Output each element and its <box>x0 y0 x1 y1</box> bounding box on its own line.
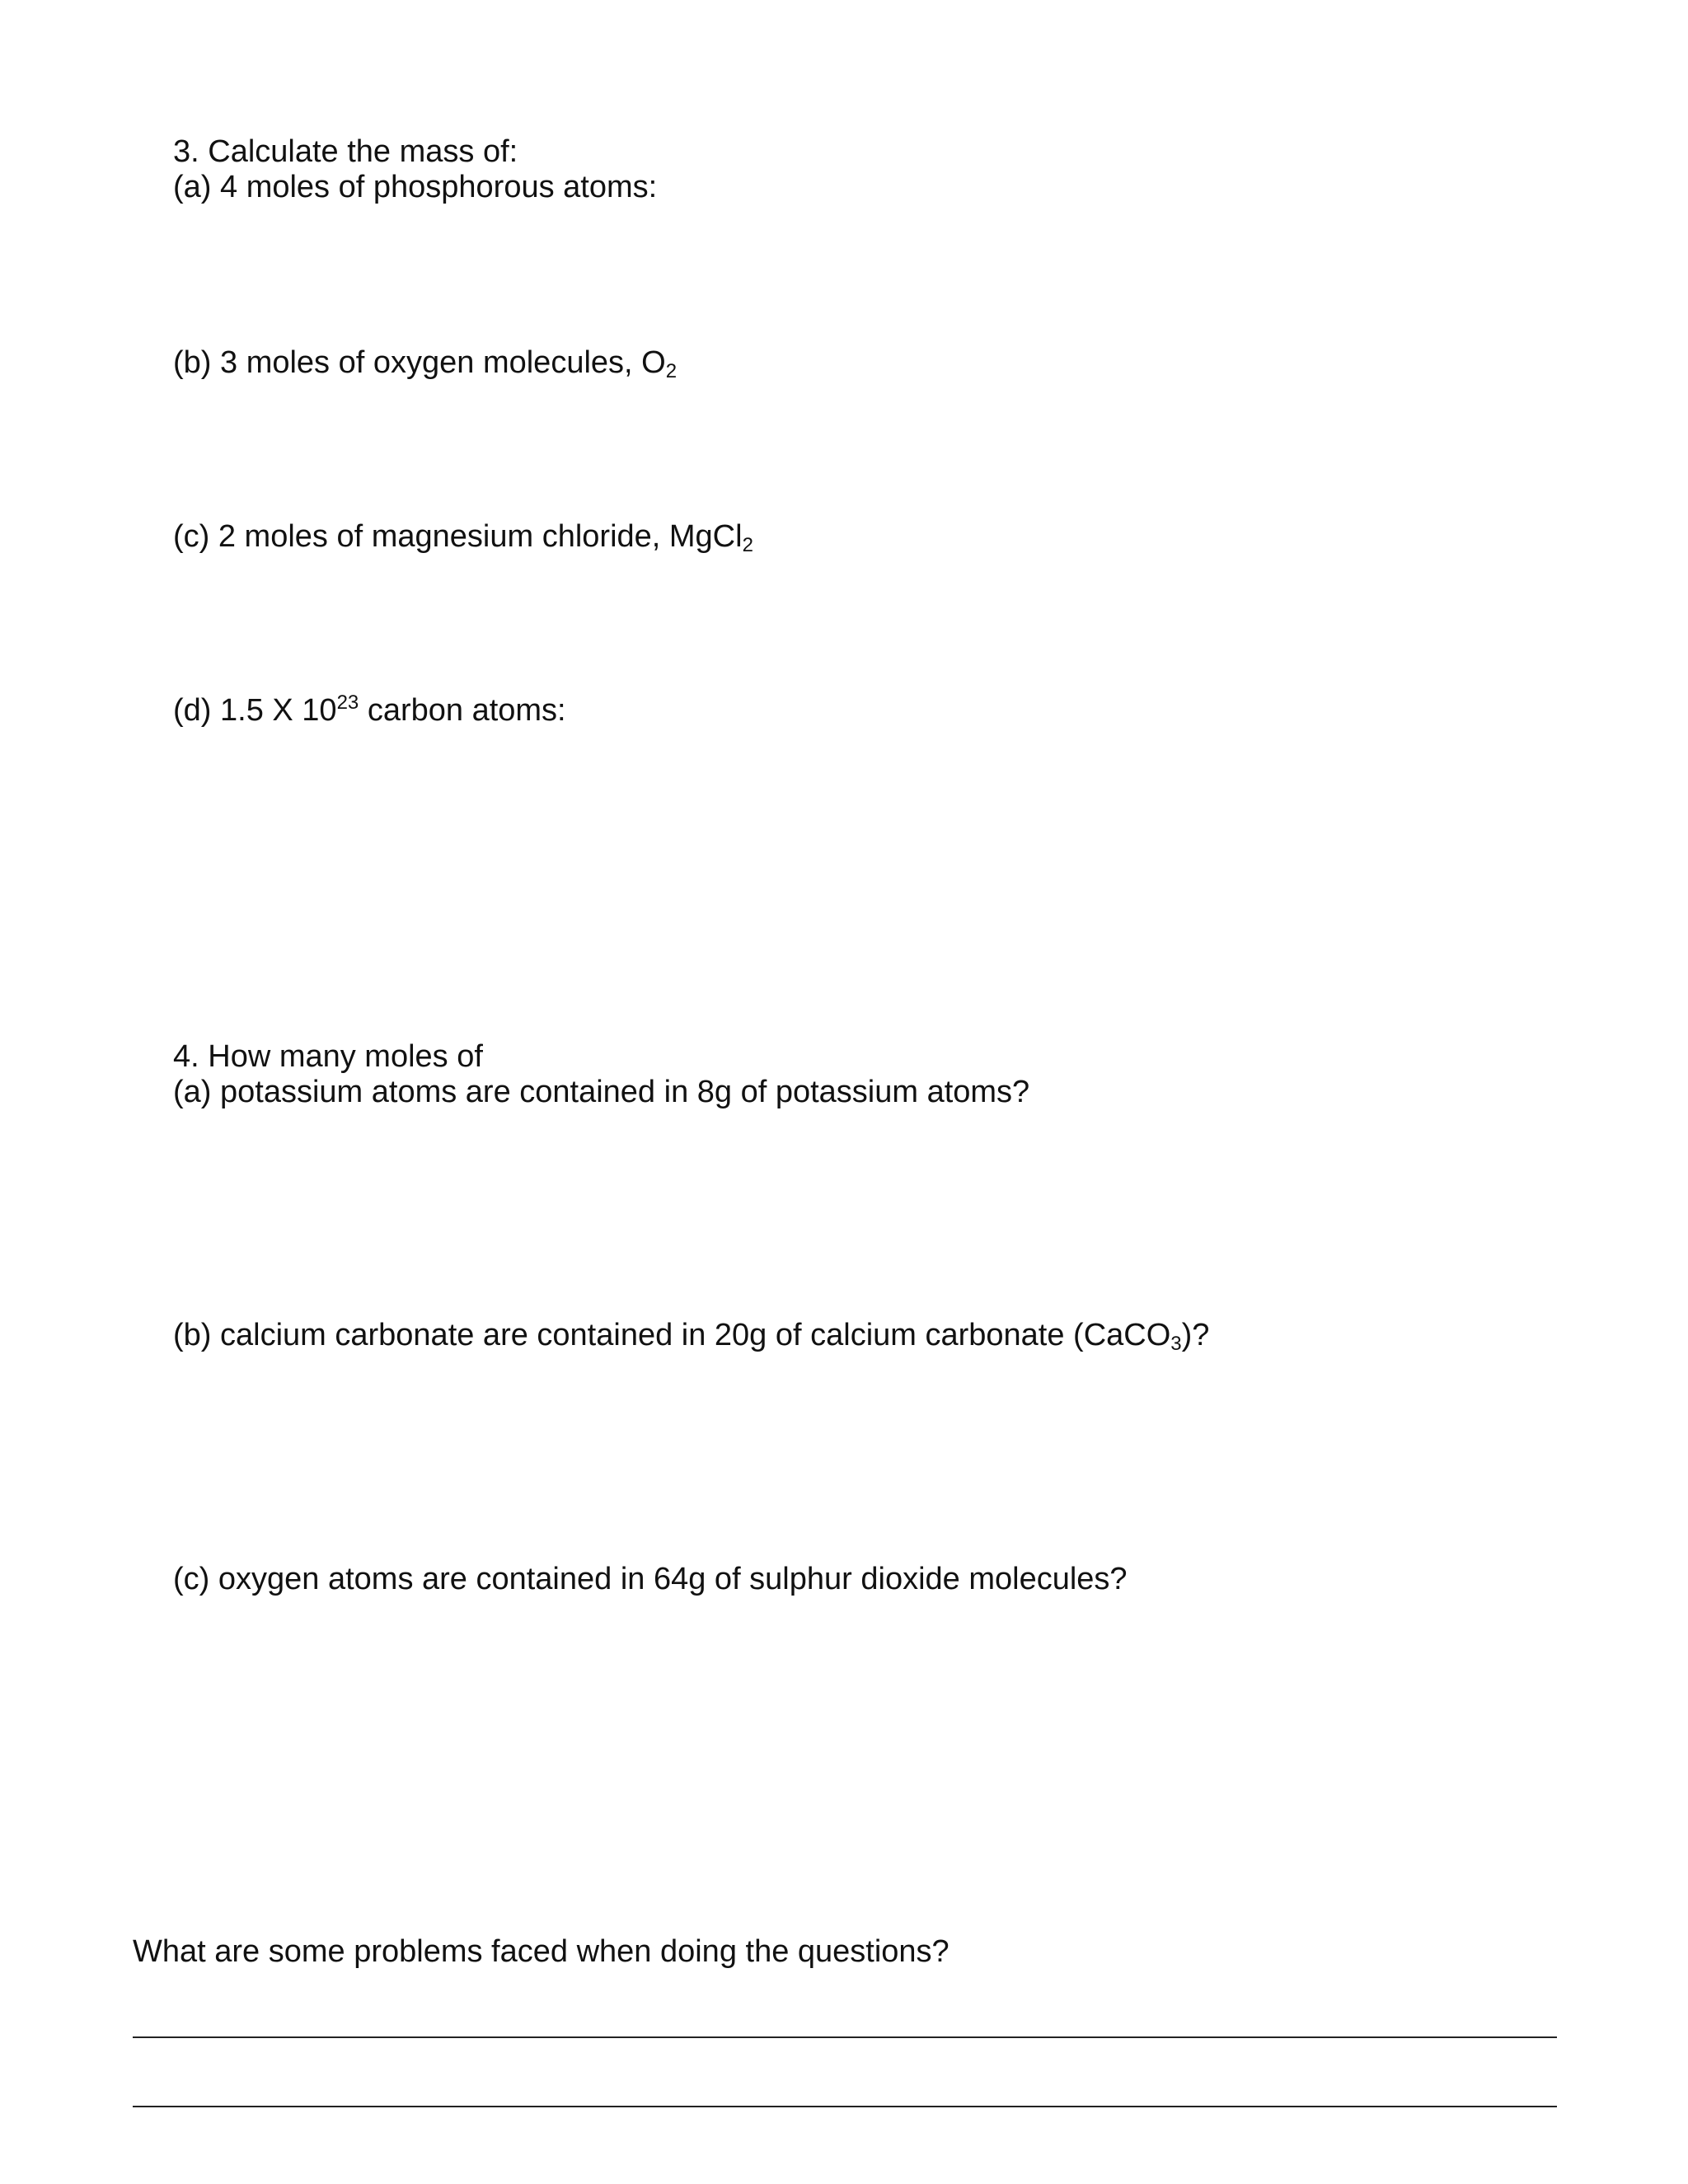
q4-part-c: (c) oxygen atoms are contained in 64g of sulphur dioxide molecules? <box>173 1562 1128 1596</box>
q3-part-b <box>173 344 677 381</box>
q3-part-d <box>173 692 566 729</box>
q3-part-c <box>173 518 753 555</box>
q4-part-a: (a) potassium atoms are contained in 8g of potassium atoms? <box>173 1075 1030 1109</box>
q4-title: 4. How many moles of <box>173 1039 483 1074</box>
q3-part-b-subscript: 2 <box>665 360 678 382</box>
q3-part-d-exponent: 23 <box>336 691 359 714</box>
q4-part-b-text: (b) calcium carbonate are contained in 20g of calcium carbonate (CaCO <box>173 1318 1171 1352</box>
q3-part-d-text: (d) 1.5 X 10 <box>173 693 337 728</box>
reflection-question: What are some problems faced when doing the questions? <box>133 1934 950 1969</box>
q3-part-b-text: (b) 3 moles of oxygen molecules, O <box>173 345 666 380</box>
q3-title: 3. Calculate the mass of: <box>173 134 518 169</box>
q3-part-d-text-end: carbon atoms: <box>359 693 566 728</box>
answer-line-2[interactable] <box>133 2106 1557 2107</box>
q3-part-a: (a) 4 moles of phosphorous atoms: <box>173 170 658 204</box>
q4-part-b-text-end: )? <box>1181 1318 1210 1352</box>
q3-part-c-text: (c) 2 moles of magnesium chloride, MgCl <box>173 519 743 554</box>
q4-part-b-subscript: 3 <box>1170 1333 1182 1355</box>
answer-line-1[interactable] <box>133 2036 1557 2038</box>
q3-part-c-subscript: 2 <box>742 534 753 556</box>
q4-part-b <box>173 1317 1209 1353</box>
